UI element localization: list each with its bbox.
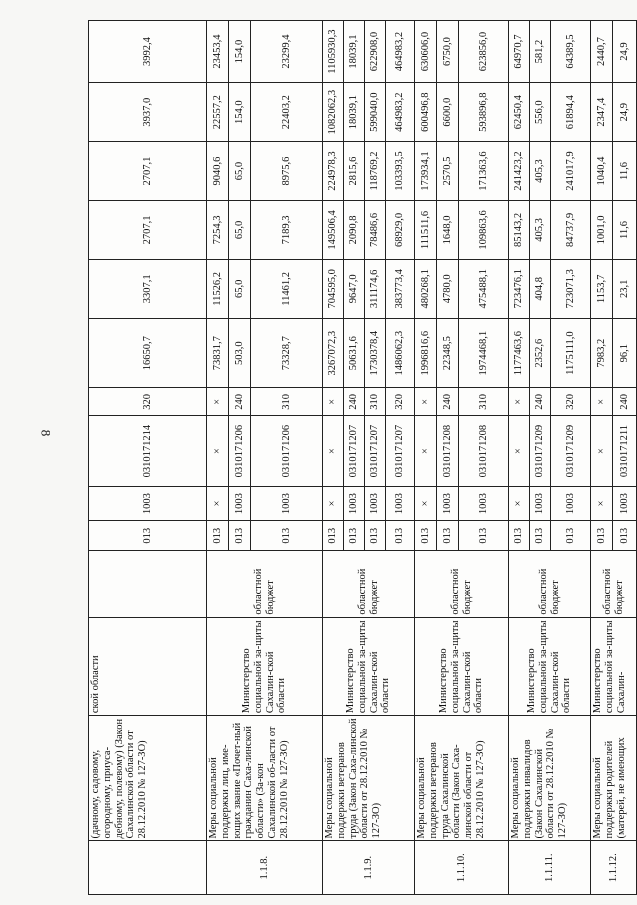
- value-cell: 7189,3: [251, 201, 323, 260]
- value-cell: 9040,6: [207, 142, 229, 201]
- csr-cell: 0310171207: [386, 416, 415, 487]
- value-cell: 480268,1: [415, 259, 437, 318]
- number-cell: 1.1.11.: [509, 841, 591, 895]
- rz-cell: 1003: [89, 486, 207, 520]
- ministry-cell: Министерство социальной за-щиты Сахалин-ской области: [323, 617, 415, 716]
- rotated-table-area: [88, 20, 630, 895]
- value-cell: 4780,0: [437, 259, 459, 318]
- csr-cell: 0310171206: [229, 416, 251, 487]
- value-cell: 2440,7: [591, 21, 613, 83]
- measure-cell: Меры социальной поддержки лиц, име-ющих звание «Почет-ный гражданин Саха-линской области» (За-кон Сахалинской об-ласти от 28.12.2010 № 127-ЗО): [207, 716, 323, 841]
- grbs-cell: 013: [613, 521, 637, 551]
- rz-cell: 1003: [229, 486, 251, 520]
- value-cell: 9647,0: [344, 259, 365, 318]
- measure-cell: Меры социальной поддержки инвалидов (Закон Сахалинской области от 28.12.2010 № 127-ЗО): [509, 716, 591, 841]
- number-cell: 1.1.12.: [591, 841, 637, 895]
- value-cell: 6600,0: [437, 83, 459, 142]
- value-cell: 62450,4: [509, 83, 530, 142]
- csr-cell: 0310171207: [365, 416, 386, 487]
- grbs-cell: 013: [530, 521, 551, 551]
- rz-cell: 1003: [386, 486, 415, 520]
- value-cell: 23,1: [613, 259, 637, 318]
- number-cell: [89, 841, 207, 895]
- grbs-cell: 013: [551, 521, 591, 551]
- vr-cell: 320: [386, 388, 415, 416]
- value-cell: 24,9: [613, 21, 637, 83]
- value-cell: 65,0: [229, 259, 251, 318]
- value-cell: 2347,4: [591, 83, 613, 142]
- value-cell: 1996816,6: [415, 318, 437, 388]
- value-cell: 241423,2: [509, 142, 530, 201]
- vr-cell: 320: [89, 388, 207, 416]
- source-cell: областной бюджет: [323, 551, 415, 617]
- value-cell: 18039,1: [344, 83, 365, 142]
- grbs-cell: 013: [459, 521, 509, 551]
- value-cell: 2815,6: [344, 142, 365, 201]
- grbs-cell: 013: [386, 521, 415, 551]
- value-cell: 173934,1: [415, 142, 437, 201]
- grbs-cell: 013: [591, 521, 613, 551]
- vr-cell: 240: [530, 388, 551, 416]
- value-cell: 464983,2: [386, 83, 415, 142]
- measure-cell: Меры социальной поддержки ветеранов труда Сахалинской области (Закон Саха-линской области от 28.12.2010 № 127-ЗО): [415, 716, 509, 841]
- value-cell: 475488,1: [459, 259, 509, 318]
- table-row: [509, 21, 530, 895]
- table-row: [89, 21, 207, 895]
- number-cell: 1.1.9.: [323, 841, 415, 895]
- value-cell: 405,3: [530, 142, 551, 201]
- value-cell: 111511,6: [415, 201, 437, 260]
- value-cell: 22557,2: [207, 83, 229, 142]
- value-cell: 18039,1: [344, 21, 365, 83]
- csr-cell: 0310171209: [530, 416, 551, 487]
- value-cell: 503,0: [229, 318, 251, 388]
- value-cell: 73328,7: [251, 318, 323, 388]
- value-cell: 622908,0: [365, 21, 386, 83]
- value-cell: 3992,4: [89, 21, 207, 83]
- grbs-cell: 013: [89, 521, 207, 551]
- grbs-cell: 013: [251, 521, 323, 551]
- value-cell: 464983,2: [386, 21, 415, 83]
- csr-cell: 0310171206: [251, 416, 323, 487]
- ministry-cell: Министерство социальной за-щиты Сахалин-: [591, 617, 637, 716]
- value-cell: 61894,4: [551, 83, 591, 142]
- vr-cell: ×: [509, 388, 530, 416]
- value-cell: 109863,6: [459, 201, 509, 260]
- rz-cell: 1003: [437, 486, 459, 520]
- page-number: 8: [38, 429, 54, 437]
- value-cell: 1486062,3: [386, 318, 415, 388]
- number-cell: 1.1.10.: [415, 841, 509, 895]
- vr-cell: 240: [613, 388, 637, 416]
- value-cell: 8975,6: [251, 142, 323, 201]
- vr-cell: 310: [251, 388, 323, 416]
- value-cell: 73831,7: [207, 318, 229, 388]
- value-cell: 593896,8: [459, 83, 509, 142]
- rz-cell: ×: [207, 486, 229, 520]
- vr-cell: 240: [344, 388, 365, 416]
- csr-cell: 0310171208: [459, 416, 509, 487]
- csr-cell: 0310171208: [437, 416, 459, 487]
- table-row: [415, 21, 437, 895]
- rz-cell: 1003: [613, 486, 637, 520]
- ministry-cell: ской области: [89, 617, 207, 716]
- value-cell: 64970,7: [509, 21, 530, 83]
- value-cell: 404,8: [530, 259, 551, 318]
- grbs-cell: 013: [323, 521, 344, 551]
- csr-cell: 0310171211: [613, 416, 637, 487]
- ministry-cell: Министерство социальной за-щиты Сахалин-ской области: [509, 617, 591, 716]
- csr-cell: 0310171207: [344, 416, 365, 487]
- value-cell: 704595,0: [323, 259, 344, 318]
- grbs-cell: 013: [509, 521, 530, 551]
- grbs-cell: 013: [415, 521, 437, 551]
- vr-cell: ×: [323, 388, 344, 416]
- vr-cell: ×: [591, 388, 613, 416]
- value-cell: 2707,1: [89, 201, 207, 260]
- value-cell: 171363,6: [459, 142, 509, 201]
- grbs-cell: 013: [344, 521, 365, 551]
- value-cell: 22348,5: [437, 318, 459, 388]
- source-cell: областной бюджет: [207, 551, 323, 617]
- value-cell: 24,9: [613, 83, 637, 142]
- csr-cell: 0310171209: [551, 416, 591, 487]
- rz-cell: ×: [591, 486, 613, 520]
- value-cell: 1040,4: [591, 142, 613, 201]
- csr-cell: ×: [207, 416, 229, 487]
- value-cell: 7983,2: [591, 318, 613, 388]
- rz-cell: ×: [323, 486, 344, 520]
- value-cell: 103393,5: [386, 142, 415, 201]
- value-cell: 68929,0: [386, 201, 415, 260]
- value-cell: 405,3: [530, 201, 551, 260]
- value-cell: 7254,3: [207, 201, 229, 260]
- value-cell: 23453,4: [207, 21, 229, 83]
- source-cell: областной бюджет: [415, 551, 509, 617]
- value-cell: 11461,2: [251, 259, 323, 318]
- source-cell: областной бюджет: [509, 551, 591, 617]
- rz-cell: ×: [509, 486, 530, 520]
- value-cell: 311174,6: [365, 259, 386, 318]
- grbs-cell: 013: [437, 521, 459, 551]
- ministry-cell: Министерство социальной за-щиты Сахалин-ской области: [207, 617, 323, 716]
- value-cell: 723071,3: [551, 259, 591, 318]
- value-cell: 11,6: [613, 201, 637, 260]
- value-cell: 1730378,4: [365, 318, 386, 388]
- csr-cell: ×: [591, 416, 613, 487]
- value-cell: 383773,4: [386, 259, 415, 318]
- rz-cell: ×: [415, 486, 437, 520]
- value-cell: 154,0: [229, 83, 251, 142]
- grbs-cell: 013: [207, 521, 229, 551]
- value-cell: 2090,8: [344, 201, 365, 260]
- value-cell: 2570,5: [437, 142, 459, 201]
- measure-cell: (дачному, садовому, огородному, приуса-дебному, полевому) (Закон Сахалинской области от 28.12.2010 № 127-ЗО): [89, 716, 207, 841]
- vr-cell: 320: [551, 388, 591, 416]
- value-cell: 65,0: [229, 201, 251, 260]
- value-cell: 599040,0: [365, 83, 386, 142]
- rz-cell: 1003: [459, 486, 509, 520]
- value-cell: 11526,2: [207, 259, 229, 318]
- value-cell: 3307,1: [89, 259, 207, 318]
- number-cell: 1.1.8.: [207, 841, 323, 895]
- value-cell: 3267072,3: [323, 318, 344, 388]
- value-cell: 1001,0: [591, 201, 613, 260]
- rz-cell: 1003: [251, 486, 323, 520]
- value-cell: 1175111,0: [551, 318, 591, 388]
- vr-cell: 310: [459, 388, 509, 416]
- value-cell: 1105930,3: [323, 21, 344, 83]
- grbs-cell: 013: [229, 521, 251, 551]
- value-cell: 3937,0: [89, 83, 207, 142]
- value-cell: 84737,9: [551, 201, 591, 260]
- value-cell: 65,0: [229, 142, 251, 201]
- grbs-cell: 013: [365, 521, 386, 551]
- value-cell: 6750,0: [437, 21, 459, 83]
- value-cell: 623856,0: [459, 21, 509, 83]
- table-row: [323, 21, 344, 895]
- vr-cell: 240: [437, 388, 459, 416]
- source-cell: областной бюджет: [591, 551, 637, 617]
- value-cell: 149506,4: [323, 201, 344, 260]
- value-cell: 118769,2: [365, 142, 386, 201]
- value-cell: 224978,3: [323, 142, 344, 201]
- value-cell: 23299,4: [251, 21, 323, 83]
- vr-cell: ×: [415, 388, 437, 416]
- value-cell: 1177463,6: [509, 318, 530, 388]
- value-cell: 1082062,3: [323, 83, 344, 142]
- value-cell: 22403,2: [251, 83, 323, 142]
- value-cell: 630606,0: [415, 21, 437, 83]
- value-cell: 154,0: [229, 21, 251, 83]
- measure-cell: Меры социальной поддержки ветеранов труда (Закон Саха-линской области от 28.12.2010 № 127-ЗО): [323, 716, 415, 841]
- rz-cell: 1003: [530, 486, 551, 520]
- table-row: [591, 21, 613, 895]
- rz-cell: 1003: [551, 486, 591, 520]
- value-cell: 1648,0: [437, 201, 459, 260]
- value-cell: 50631,6: [344, 318, 365, 388]
- value-cell: 1153,7: [591, 259, 613, 318]
- vr-cell: ×: [207, 388, 229, 416]
- rz-cell: 1003: [365, 486, 386, 520]
- value-cell: 1974468,1: [459, 318, 509, 388]
- value-cell: 16650,7: [89, 318, 207, 388]
- csr-cell: ×: [509, 416, 530, 487]
- value-cell: 723476,1: [509, 259, 530, 318]
- value-cell: 241017,9: [551, 142, 591, 201]
- measure-cell: Меры социальной поддержки родителей (матерей, не имеющих: [591, 716, 637, 841]
- budget-table: [88, 20, 637, 895]
- value-cell: 64389,5: [551, 21, 591, 83]
- value-cell: 96,1: [613, 318, 637, 388]
- value-cell: 600496,8: [415, 83, 437, 142]
- csr-cell: ×: [415, 416, 437, 487]
- value-cell: 2352,6: [530, 318, 551, 388]
- value-cell: 556,0: [530, 83, 551, 142]
- value-cell: 581,2: [530, 21, 551, 83]
- rotated-page-content: [88, 20, 630, 895]
- rz-cell: 1003: [344, 486, 365, 520]
- csr-cell: ×: [323, 416, 344, 487]
- value-cell: 78486,6: [365, 201, 386, 260]
- source-cell: [89, 551, 207, 617]
- table-row: [207, 21, 229, 895]
- value-cell: 11,6: [613, 142, 637, 201]
- value-cell: 2707,1: [89, 142, 207, 201]
- csr-cell: 0310171214: [89, 416, 207, 487]
- vr-cell: 310: [365, 388, 386, 416]
- vr-cell: 240: [229, 388, 251, 416]
- ministry-cell: Министерство социальной за-щиты Сахалин-ской области: [415, 617, 509, 716]
- value-cell: 85143,2: [509, 201, 530, 260]
